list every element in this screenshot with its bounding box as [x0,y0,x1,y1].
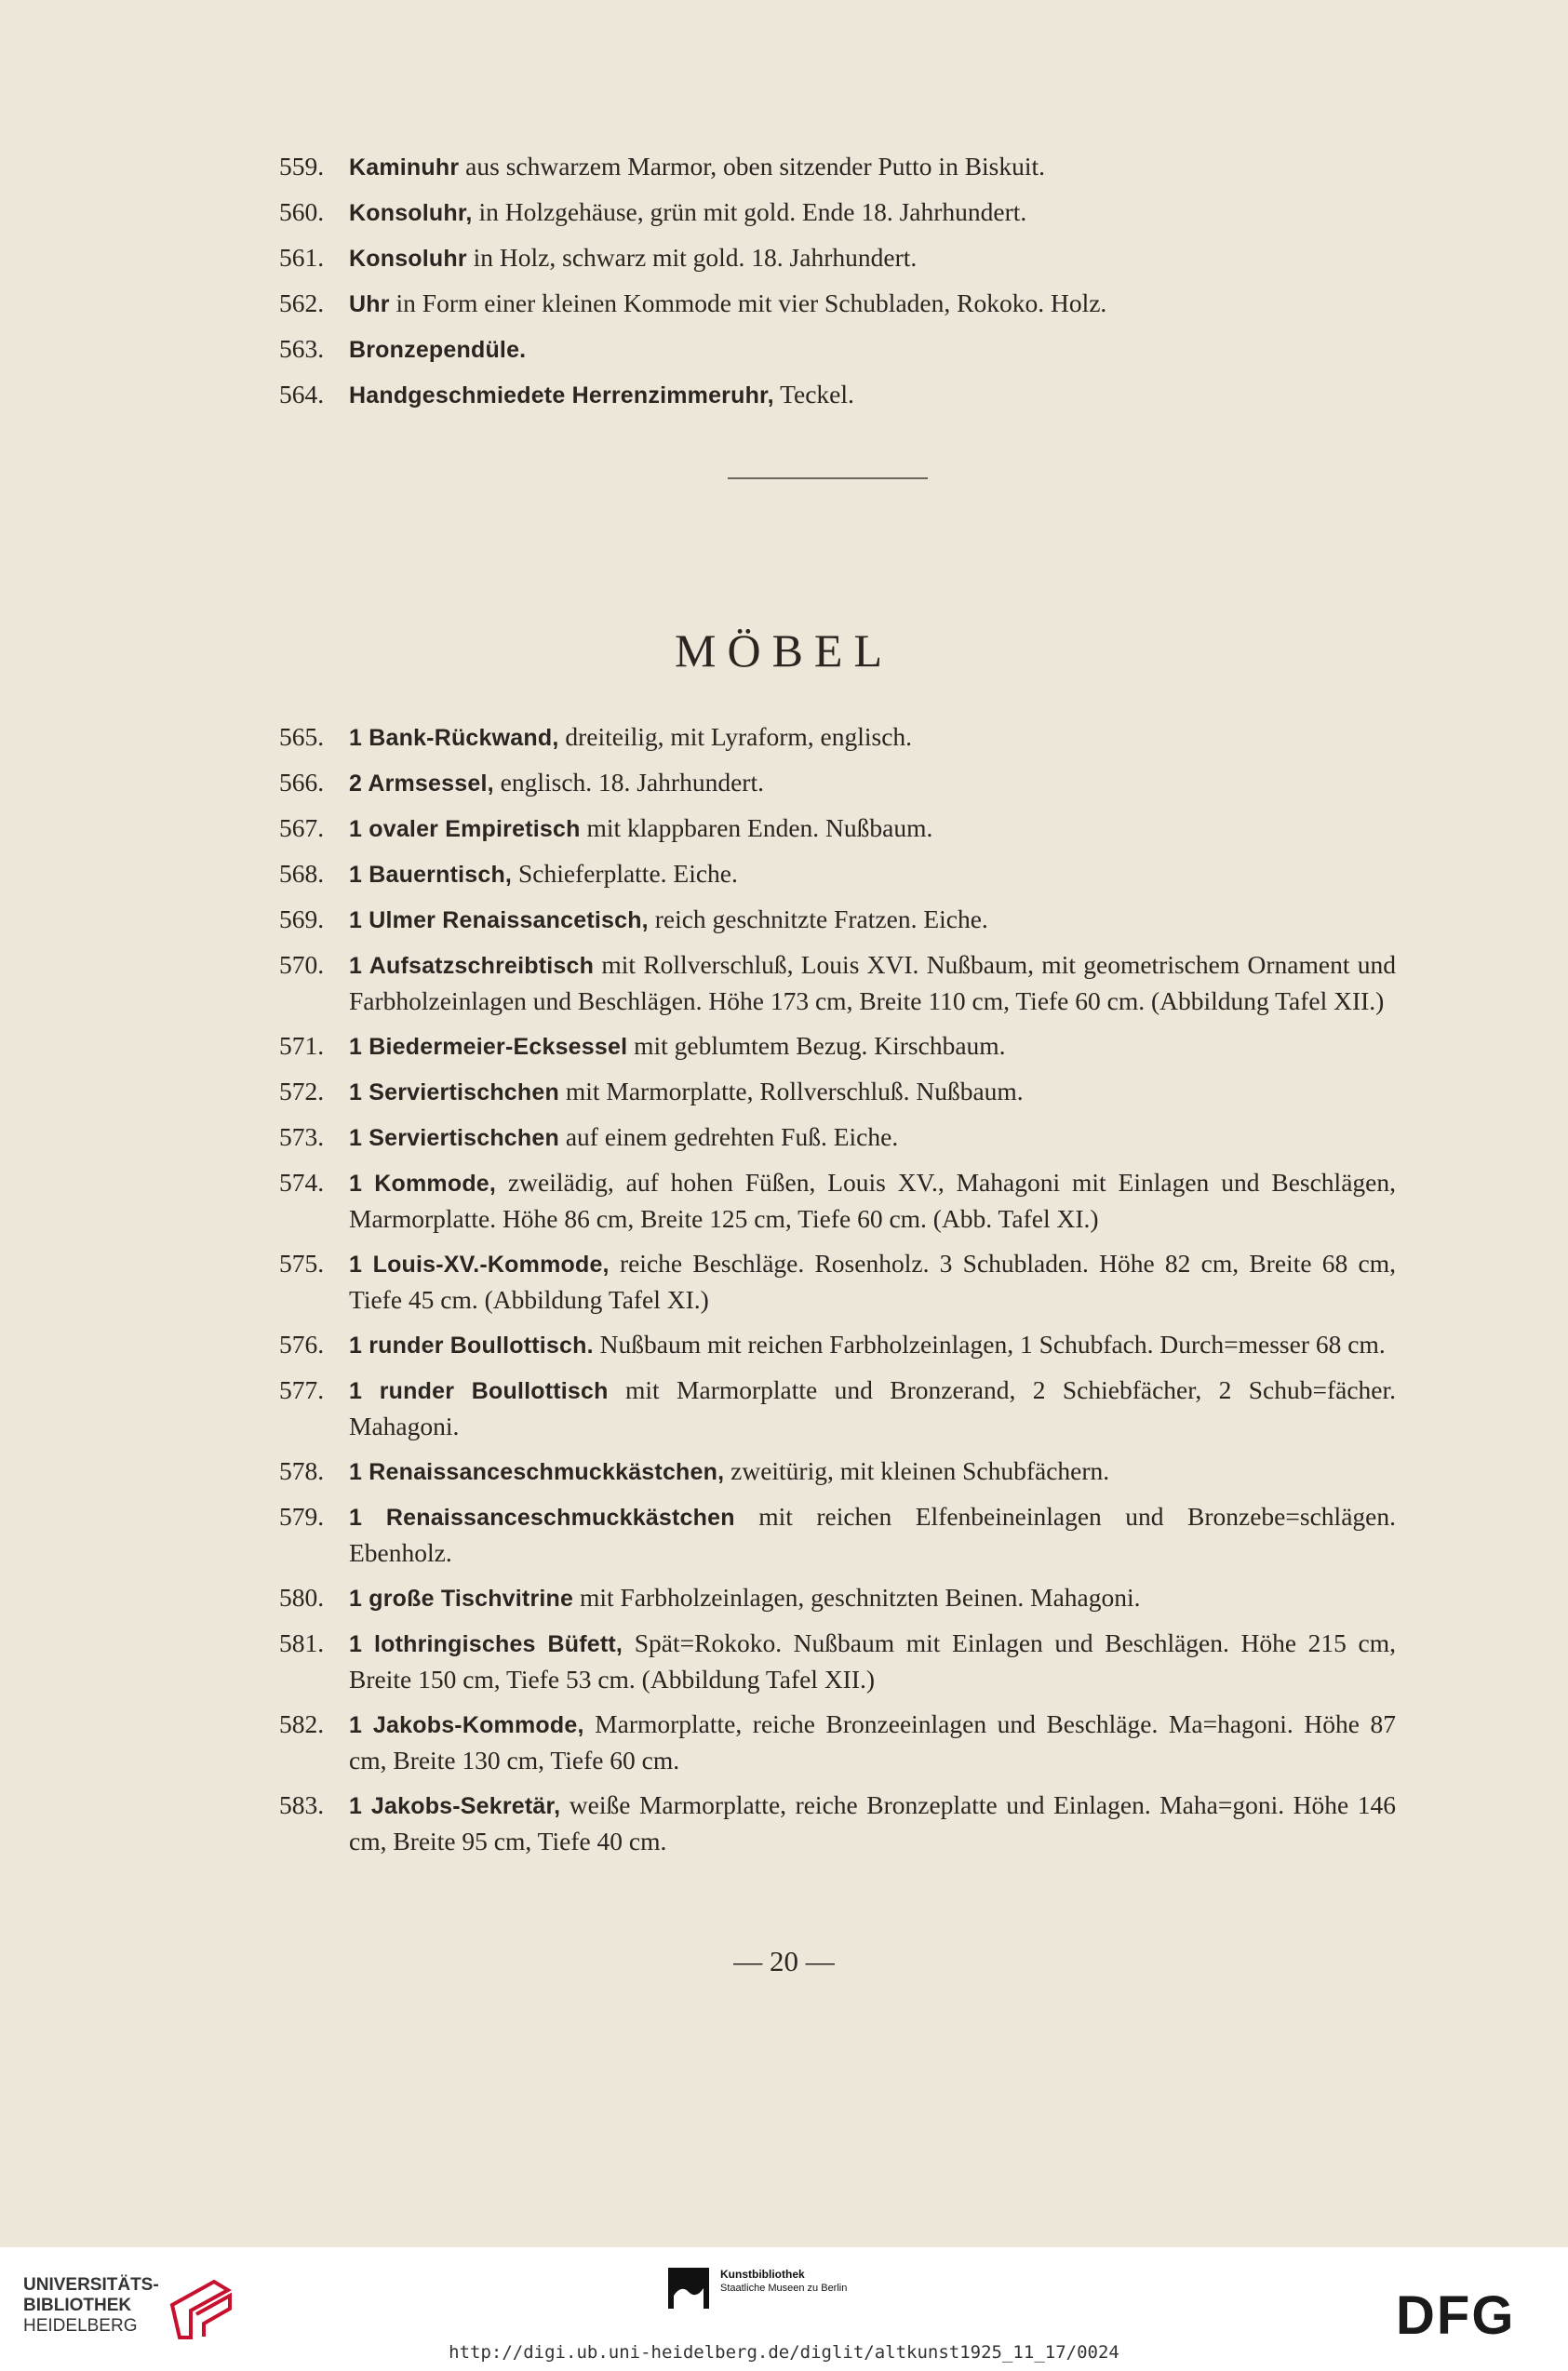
entry-text [349,1119,1396,1156]
entry-description: in Holz, schwarz mit gold. 18. Jahrhundert. [466,243,918,272]
entry-number: 564. [279,380,325,409]
kunstbibliothek-icon [668,2268,709,2309]
entry-title: Kaminuhr [349,154,460,181]
entry-description: Spät=Rokoko. Nußbaum mit Einlagen und Beschlägen. Höhe 215 cm, Breite 150 cm, Tiefe 53 cm. (Abbildung Tafel XII.) [349,1628,1397,1694]
entry-text [349,1499,1396,1571]
entry-title: 1 ovaler Empiretisch [349,816,581,842]
entry-text [349,240,1396,276]
catalog-entry [279,1499,1396,1571]
entry-title: 1 lothringisches Büfett, [349,1631,623,1657]
section-divider [728,477,928,479]
entry-number: 572. [279,1077,325,1105]
dfg-logo[interactable]: DFG [1396,2285,1516,2346]
catalog-entry [279,856,1396,892]
heidelberg-mark-icon [163,2277,237,2342]
entry-description: zweitürig, mit kleinen Schubfächern. [724,1456,1110,1485]
entry-text [349,1580,1396,1616]
catalog-entry [279,810,1396,847]
entry-number: 580. [279,1583,325,1612]
entry-title: 1 Renaissanceschmuckkästchen, [349,1459,725,1485]
entry-number: 560. [279,197,325,226]
catalog-entry [279,1626,1396,1697]
entry-title: 1 Serviertischchen [349,1125,559,1151]
catalog-entry [279,1580,1396,1616]
catalog-entry [279,1119,1396,1156]
entry-text [349,765,1396,801]
entry-title: 1 Biedermeier-Ecksessel [349,1034,628,1060]
entry-description: dreiteilig, mit Lyraform, englisch. [558,722,913,751]
entry-text [349,1707,1396,1778]
entry-text [349,719,1396,756]
entry-text [349,902,1396,938]
entry-text [349,1074,1396,1110]
catalog-entry [279,331,1396,368]
entry-number: 569. [279,904,325,933]
heidelberg-library-logo[interactable] [23,2275,159,2337]
entry-text [349,1327,1396,1363]
entry-description: Schieferplatte. Eiche. [512,859,738,888]
catalog-entry [279,1327,1396,1363]
entry-description: in Holzgehäuse, grün mit gold. Ende 18. Jahrhundert. [472,197,1027,226]
furniture-entries [279,719,1396,1869]
entry-description: englisch. 18. Jahrhundert. [493,768,764,797]
entry-title: 1 Louis-XV.-Kommode, [349,1252,610,1278]
kunstbibliothek-logo[interactable] [668,2268,847,2309]
entry-number: 578. [279,1456,325,1485]
entry-number: 568. [279,859,325,888]
entry-title: Konsoluhr, [349,200,473,226]
entry-number: 576. [279,1330,325,1359]
entry-number: 575. [279,1249,325,1278]
kb-line2: Staatliche Museen zu Berlin [720,2283,848,2294]
entry-number: 561. [279,243,325,272]
catalog-entry [279,765,1396,801]
uni-logo-line1: UNIVERSITÄTS- [23,2275,159,2295]
entry-description: mit reichen Elfenbeineinlagen und Bronzebe=schlägen. Ebenholz. [349,1502,1396,1567]
catalog-entry [279,1453,1396,1490]
entry-number: 571. [279,1031,325,1060]
entry-number: 565. [279,722,325,751]
page-url[interactable]: http://digi.ub.uni-heidelberg.de/diglit/altkunst1925_11_17/0024 [449,2342,1119,2363]
entry-title: 2 Armsessel, [349,770,494,797]
entry-title: 1 runder Boullottisch. [349,1333,594,1359]
entry-text [349,1626,1396,1697]
entry-number: 579. [279,1502,325,1531]
catalog-entry [279,1788,1396,1859]
entry-description: mit Rollverschluß, Louis XVI. Nußbaum, mit geometrischem Ornament und Farbholzeinlagen und Beschlägen. Höhe 173 cm, Breite 110 cm, Tiefe 60 cm. (Abbildung Tafel XII.) [349,950,1396,1015]
entry-description: in Form einer kleinen Kommode mit vier Schubladen, Rokoko. Holz. [389,288,1107,317]
entry-title: 1 Bank-Rückwand, [349,725,559,751]
entry-number: 567. [279,813,325,842]
entry-description: zweilädig, auf hohen Füßen, Louis XV., Mahagoni mit Einlagen und Beschlägen, Marmorplatte. Höhe 86 cm, Breite 125 cm, Tiefe 60 cm. (Abb. Tafel XI.) [349,1168,1396,1233]
entry-title: Bronzependüle. [349,337,527,363]
uni-logo-line3: HEIDELBERG [23,2316,138,2336]
entry-text [349,1788,1396,1859]
entry-text [349,1165,1396,1237]
entry-description: weiße Marmorplatte, reiche Bronzeplatte und Einlagen. Maha=goni. Höhe 146 cm, Breite 95 cm, Tiefe 40 cm. [349,1790,1396,1855]
entry-text [349,1246,1396,1318]
catalog-entry [279,286,1396,322]
entry-description: mit geblumtem Bezug. Kirschbaum. [627,1031,1006,1060]
entry-title: 1 Serviertischchen [349,1079,559,1105]
entry-title: 1 Jakobs-Kommode, [349,1712,584,1738]
entry-number: 562. [279,288,325,317]
entry-number: 583. [279,1790,325,1819]
entry-title: 1 Ulmer Renaissancetisch, [349,907,649,933]
entry-text [349,947,1396,1019]
entry-title: Uhr [349,291,390,317]
entry-number: 574. [279,1168,325,1197]
page-number: — 20 — [733,1945,835,1977]
entry-text [349,810,1396,847]
catalog-entry [279,947,1396,1019]
catalog-entry [279,149,1396,185]
entry-text [349,286,1396,322]
entry-number: 582. [279,1709,325,1738]
entry-number: 573. [279,1122,325,1151]
uni-logo-line2: BIBLIOTHEK [23,2296,132,2315]
catalog-entry [279,1028,1396,1065]
catalog-entry [279,1373,1396,1444]
entry-number: 566. [279,768,325,797]
entry-description: mit Farbholzeinlagen, geschnitzten Beinen. Mahagoni. [573,1583,1141,1612]
entry-title: 1 runder Boullottisch [349,1378,609,1404]
entry-title: Handgeschmiedete Herrenzimmeruhr, [349,382,774,409]
catalog-entry [279,194,1396,231]
entry-description: mit Marmorplatte und Bronzerand, 2 Schiebfächer, 2 Schub=fächer. Mahagoni. [349,1375,1396,1440]
entry-title: Konsoluhr [349,246,467,272]
catalog-entry [279,1074,1396,1110]
kb-line1: Kunstbibliothek [720,2268,805,2281]
entry-description: reich geschnitzte Fratzen. Eiche. [648,904,988,933]
section-title: MÖBEL [675,624,893,676]
entry-title: 1 Kommode, [349,1171,497,1197]
clock-entries [279,149,1396,422]
entry-description: Teckel. [773,380,854,409]
entry-text [349,856,1396,892]
entry-number: 559. [279,152,325,181]
entry-number: 563. [279,334,325,363]
catalog-entry [279,719,1396,756]
entry-text [349,1373,1396,1444]
catalog-entry [279,902,1396,938]
entry-title: 1 große Tischvitrine [349,1586,574,1612]
catalog-entry [279,240,1396,276]
entry-title: 1 Jakobs-Sekretär, [349,1793,561,1819]
entry-description: reiche Beschläge. Rosenholz. 3 Schubladen. Höhe 82 cm, Breite 68 cm, Tiefe 45 cm. (Abbildung Tafel XI.) [349,1249,1396,1314]
entry-description: Marmorplatte, reiche Bronzeeinlagen und Beschläge. Ma=hagoni. Höhe 87 cm, Breite 130 cm, Tiefe 60 cm. [349,1709,1396,1775]
catalog-entry [279,1246,1396,1318]
entry-description: mit klappbaren Enden. Nußbaum. [580,813,933,842]
footer-bar [0,2247,1568,2371]
entry-description: auf einem gedrehten Fuß. Eiche. [558,1122,899,1151]
entry-title: 1 Aufsatzschreibtisch [349,953,595,979]
entry-text [349,1028,1396,1065]
catalog-entry [279,1165,1396,1237]
entry-title: 1 Bauerntisch, [349,862,513,888]
entry-text [349,149,1396,185]
entry-text [349,194,1396,231]
catalog-entry [279,377,1396,413]
entry-description: mit Marmorplatte, Rollverschluß. Nußbaum. [558,1077,1024,1105]
entry-text [349,377,1396,413]
entry-title: 1 Renaissanceschmuckkästchen [349,1505,735,1531]
entry-description: aus schwarzem Marmor, oben sitzender Putto in Biskuit. [459,152,1046,181]
entry-number: 570. [279,950,325,979]
entry-text [349,1453,1396,1490]
entry-text [349,331,1396,368]
entry-number: 577. [279,1375,325,1404]
catalog-entry [279,1707,1396,1778]
entry-number: 581. [279,1628,325,1657]
entry-description: Nußbaum mit reichen Farbholzeinlagen, 1 Schubfach. Durch=messer 68 cm. [593,1330,1386,1359]
